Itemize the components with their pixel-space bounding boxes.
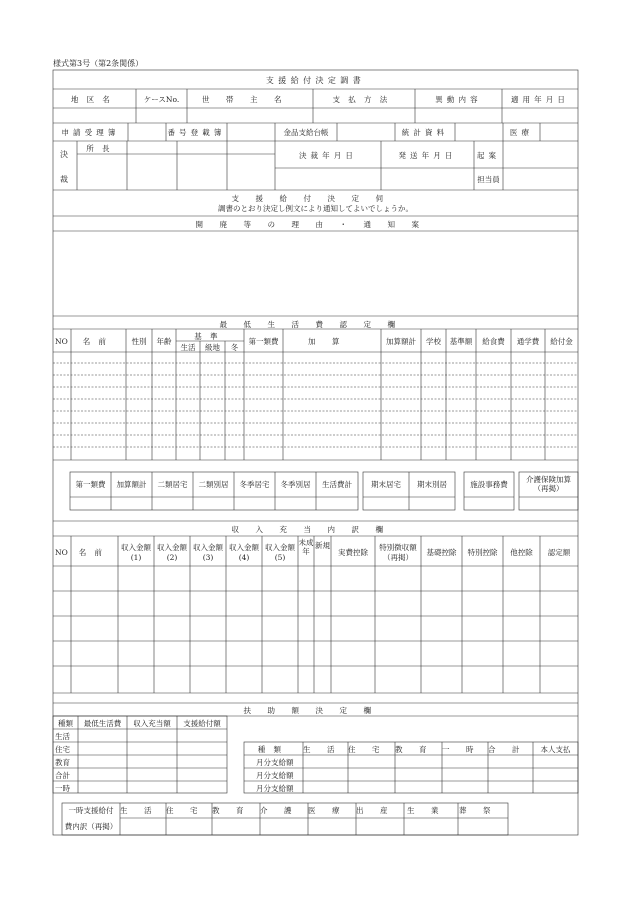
fujo-row-gokei: 合計 bbox=[55, 771, 70, 780]
shunyu-h-jippi: 実費控除 bbox=[338, 548, 368, 557]
fujo-rh-jutaku: 住宅 bbox=[348, 745, 396, 754]
saitei-h-gakkou: 学校 bbox=[426, 337, 441, 346]
col-setainushi: 世帯主名 bbox=[202, 95, 298, 104]
shunyu-h-miseinen: 未成年 bbox=[298, 538, 314, 556]
shunyu-h-kiso: 基礎控除 bbox=[426, 548, 457, 557]
fujo-h-saitei: 最低生活費 bbox=[83, 719, 122, 728]
shunyu-h-shinki: 新規 bbox=[315, 541, 330, 550]
label-iryou: 医療 bbox=[509, 128, 534, 137]
col-chiku: 地区名 bbox=[70, 95, 119, 104]
sum-kasan: 加算額計 bbox=[116, 480, 147, 489]
saitei-h-dai1: 第一類費 bbox=[248, 337, 279, 346]
sum-saikei: （再掲） bbox=[533, 484, 564, 493]
label-shocho: 所長 bbox=[86, 144, 118, 153]
fujo-rr-2: 月分支給額 bbox=[256, 771, 294, 780]
saitei-h-kijungaku: 基準額 bbox=[449, 337, 473, 346]
fujo-rh-kyoiku: 教育 bbox=[395, 745, 443, 754]
saitei-h-kyufu: 給付金 bbox=[550, 337, 573, 346]
fujo-h-juto: 収入充当額 bbox=[133, 719, 171, 728]
sum-seikatsuhi: 生活費計 bbox=[322, 480, 352, 489]
label-kinpin: 金品支給台帳 bbox=[283, 128, 329, 137]
label-hasso-date: 発送年月日 bbox=[398, 151, 457, 160]
sum-nirui-bekkyo: 二類別居 bbox=[198, 480, 229, 489]
ichiji-label1: 一時支援給付 bbox=[68, 806, 114, 815]
decision-title: 支援給付決定伺 bbox=[231, 194, 400, 203]
saitei-h-seikatsu: 生活 bbox=[180, 343, 196, 352]
label-kian: 起案 bbox=[476, 151, 501, 160]
shunyu-h-amount5: 収入金額 bbox=[265, 543, 295, 552]
shunyu-h-amount1: 収入金額 bbox=[121, 543, 151, 552]
label-sai: 裁 bbox=[60, 175, 68, 184]
shunyu-h-amount3-num: (3) bbox=[202, 553, 214, 562]
shunyu-h-saikei: （再掲） bbox=[383, 553, 413, 562]
saitei-h-sex: 性別 bbox=[131, 337, 147, 346]
label-kessai: 決 bbox=[60, 150, 68, 159]
label-toukei: 統計資料 bbox=[401, 128, 449, 137]
fujo-rr-1: 月分支給額 bbox=[256, 758, 294, 767]
shunyu-h-name: 名前 bbox=[78, 548, 111, 557]
saitei-h-kijun: 基準 bbox=[194, 332, 226, 341]
ichiji-item-kyoiku: 教育 bbox=[212, 806, 260, 815]
sum-kimatsu-bekkyo: 期末別居 bbox=[417, 480, 447, 489]
saitei-h-fuyu: 冬 bbox=[230, 343, 239, 352]
ichiji-item-jutaku: 住宅 bbox=[166, 806, 214, 815]
ichiji-item-shussan: 出産 bbox=[356, 806, 404, 815]
decision-text: 調書のとおり決定し例文により通知してよいでしょうか。 bbox=[218, 204, 413, 213]
fujo-rh-honnin: 本人支払 bbox=[540, 745, 571, 754]
shunyu-h-nintei: 認定額 bbox=[547, 548, 571, 557]
label-kessai-date: 決裁年月日 bbox=[298, 151, 358, 160]
shunyu-h-no: NO bbox=[55, 548, 68, 557]
fujo-row-ichiji: 一時 bbox=[55, 784, 70, 793]
saitei-h-tsugaku: 通学費 bbox=[516, 337, 540, 346]
saitei-h-kyushoku: 給食費 bbox=[482, 337, 505, 346]
saitei-h-no: NO bbox=[55, 337, 68, 346]
saitei-h-kasangaku: 加算額計 bbox=[386, 337, 416, 346]
fujo-rh-seikatsu: 生活 bbox=[303, 745, 351, 754]
shunyu-h-amount5-num: (5) bbox=[274, 553, 286, 562]
haishi-title: 開廃等の理由・通知案 bbox=[195, 220, 436, 229]
shunyu-h-amount4-num: (4) bbox=[238, 553, 250, 562]
fujo-h-shurui: 種類 bbox=[58, 719, 73, 728]
saitei-h-kyuchi: 級地 bbox=[205, 343, 220, 352]
sum-nirui-kyotaku: 二類居宅 bbox=[157, 480, 188, 489]
fujo-row-kyoiku: 教育 bbox=[55, 758, 70, 767]
saitei-h-name: 名前 bbox=[82, 337, 115, 346]
shunyu-h-tokubetsu: 特別控除 bbox=[467, 548, 498, 557]
shunyu-h-amount1-num: (1) bbox=[130, 553, 142, 562]
saitei-h-age: 年齢 bbox=[156, 337, 172, 346]
sum-dai1: 第一類費 bbox=[75, 480, 106, 489]
ichiji-label2: 費内訳（再掲） bbox=[64, 822, 118, 831]
label-bango: 番号登載簿 bbox=[167, 128, 226, 137]
shunyu-h-tokubetsu-choshu: 特別徴収額 bbox=[379, 543, 417, 552]
sum-toki-kyotaku: 冬季居宅 bbox=[239, 480, 270, 489]
fujo-h-kyufu: 支援給付額 bbox=[183, 719, 221, 728]
fujo-row-jutaku: 住宅 bbox=[55, 745, 70, 754]
fujo-title: 扶助額決定欄 bbox=[243, 706, 388, 715]
fujo-rh-ichiji: 一時 bbox=[442, 745, 490, 754]
ichiji-item-iryo: 医療 bbox=[308, 806, 356, 815]
ichiji-item-seigyo: 生業 bbox=[407, 806, 455, 815]
saitei-title: 最低生活費認定欄 bbox=[219, 320, 412, 329]
fujo-rh-shurui: 種類 bbox=[257, 745, 290, 754]
sum-kimatsu-kyotaku: 期末居宅 bbox=[371, 480, 401, 489]
shunyu-h-amount4: 収入金額 bbox=[229, 543, 259, 552]
form-number: 様式第3号（第2条関係） bbox=[53, 59, 144, 68]
label-tantou: 担当員 bbox=[477, 175, 500, 184]
saitei-h-kasan: 加算 bbox=[308, 337, 356, 346]
fujo-rr-3: 月分支給額 bbox=[256, 784, 294, 793]
form-title: 支援給付決定調書 bbox=[265, 76, 366, 85]
sum-kaigo: 介護保険加算 bbox=[526, 475, 571, 484]
sum-toki-bekkyo: 冬季別居 bbox=[280, 480, 311, 489]
ichiji-item-sosai: 葬祭 bbox=[459, 806, 507, 815]
shunyu-h-ta: 他控除 bbox=[510, 548, 533, 557]
shunyu-h-amount2: 収入金額 bbox=[157, 543, 187, 552]
fujo-rh-gokei: 合計 bbox=[488, 745, 536, 754]
col-case-no: ケースNo. bbox=[143, 95, 180, 104]
col-idou: 異動内容 bbox=[435, 95, 482, 104]
col-shiharai: 支払方法 bbox=[332, 95, 396, 104]
fujo-row-seikatsu: 生活 bbox=[55, 732, 70, 741]
shunyu-title: 収入充当内訳欄 bbox=[231, 525, 400, 534]
sum-shisetsu: 施設事務費 bbox=[470, 480, 508, 489]
ichiji-item-kaigo: 介護 bbox=[260, 806, 308, 815]
shunyu-h-amount3: 収入金額 bbox=[193, 543, 223, 552]
shunyu-h-amount2-num: (2) bbox=[166, 553, 178, 562]
ichiji-item-seikatsu: 生活 bbox=[120, 806, 168, 815]
col-tekiyou: 適用年月日 bbox=[510, 95, 570, 104]
label-shinsei: 申請受理簿 bbox=[61, 128, 120, 137]
